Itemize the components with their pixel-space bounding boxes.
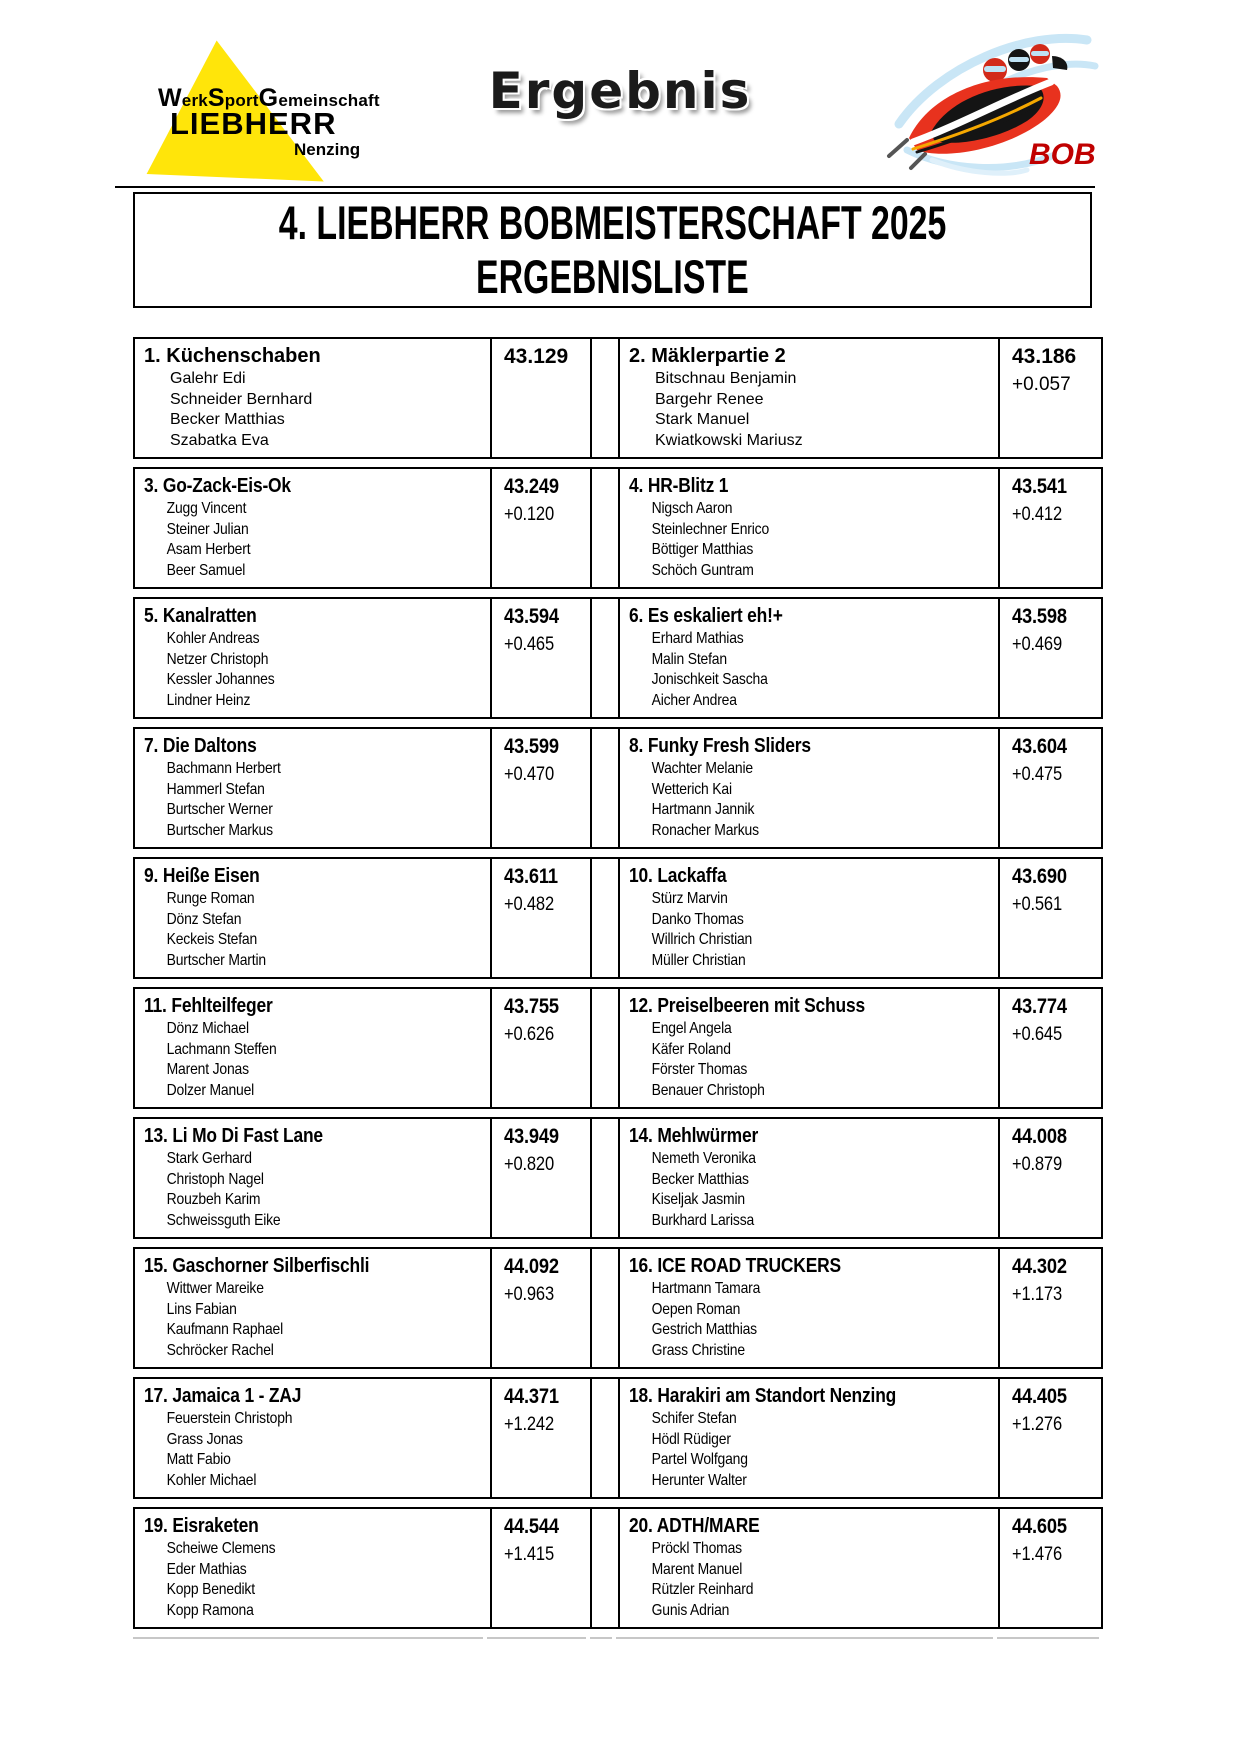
team-rank: 20. — [629, 1515, 653, 1537]
team-time-diff: +0.626 — [504, 1024, 554, 1045]
team-rank: 16. — [629, 1255, 653, 1277]
team-member: Kwiatkowski Mariusz — [655, 431, 803, 449]
team-rank: 18. — [629, 1385, 653, 1407]
team-rank-name — [144, 1253, 442, 1279]
team-name: Küchenschaben — [166, 345, 321, 367]
team-time-diff: +0.561 — [1012, 894, 1062, 915]
team-name: ICE ROAD TRUCKERS — [657, 1255, 841, 1277]
team-time-diff: +1.276 — [1012, 1414, 1062, 1435]
team-time: 44.405 — [1012, 1385, 1067, 1408]
team-time-diff: +0.645 — [1012, 1024, 1062, 1045]
team-time-diff: +0.820 — [504, 1154, 554, 1175]
team-time: 44.544 — [504, 1515, 559, 1538]
team-result-box — [618, 1377, 1103, 1499]
team-time-diff: +0.475 — [1012, 764, 1062, 785]
team-member: Schröcker Rachel — [166, 1341, 274, 1359]
event-title-box — [133, 192, 1092, 308]
team-time-diff: +0.120 — [504, 504, 554, 525]
team-rank: 11. — [144, 995, 167, 1017]
team-member: Beer Samuel — [166, 561, 246, 579]
results-row — [133, 467, 1103, 589]
team-result-box — [133, 987, 592, 1109]
results-row — [133, 857, 1103, 979]
team-names-cell — [135, 1509, 490, 1627]
team-time-diff: +0.469 — [1012, 634, 1062, 655]
bob-label: BOB — [1029, 138, 1096, 171]
team-result-box — [133, 857, 592, 979]
team-rank: 19. — [144, 1515, 168, 1537]
team-rank: 1. — [144, 345, 161, 367]
team-member: Rouzbeh Karim — [166, 1191, 261, 1208]
team-member: Christoph Nagel — [166, 1170, 264, 1188]
team-member: Stark Gerhard — [166, 1150, 252, 1167]
team-member: Käfer Roland — [651, 1040, 731, 1058]
team-name: Mehlwürmer — [657, 1125, 759, 1147]
team-member: Schöch Guntram — [651, 561, 754, 579]
team-name: Mäklerpartie 2 — [651, 345, 786, 367]
team-result-box — [133, 597, 592, 719]
team-names-cell — [620, 599, 998, 717]
team-rank: 3. — [144, 475, 159, 497]
results-row — [133, 1507, 1103, 1629]
team-rank-name — [629, 1123, 947, 1149]
team-result-box — [133, 1247, 592, 1369]
team-rank-name — [144, 1513, 442, 1539]
team-member: Danko Thomas — [651, 910, 744, 928]
team-member: Müller Christian — [651, 951, 746, 969]
team-member: Erhard Mathias — [651, 630, 744, 647]
team-rank-name — [144, 733, 442, 759]
team-names-cell — [620, 859, 998, 977]
team-result-box — [618, 727, 1103, 849]
team-member: Kiseljak Jasmin — [651, 1191, 745, 1208]
results-row — [133, 1377, 1103, 1499]
team-member: Malin Stefan — [651, 650, 727, 668]
team-time-diff: +1.415 — [504, 1544, 554, 1565]
team-member: Steiner Julian — [166, 520, 249, 538]
team-member: Oepen Roman — [651, 1300, 741, 1318]
team-member: Burtscher Werner — [166, 801, 273, 818]
team-member: Aicher Andrea — [651, 691, 737, 709]
team-names-cell — [620, 1509, 998, 1627]
team-member: Wetterich Kai — [651, 780, 732, 798]
team-time-cell — [998, 859, 1101, 977]
team-rank: 6. — [629, 605, 644, 627]
team-rank: 5. — [144, 605, 159, 627]
team-result-box — [618, 987, 1103, 1109]
team-names-cell — [135, 989, 490, 1107]
team-name: Li Mo Di Fast Lane — [172, 1125, 323, 1147]
team-member: Hartmann Jannik — [651, 801, 755, 818]
team-rank-name — [144, 993, 442, 1019]
team-name: Harakiri am Standort Nenzing — [657, 1385, 897, 1407]
team-time-cell — [998, 1509, 1101, 1627]
team-member: Nigsch Aaron — [651, 500, 733, 517]
team-name: Go-Zack-Eis-Ok — [162, 475, 291, 497]
logo-brand-name: LIEBHERR — [170, 106, 337, 141]
team-member: Marent Manuel — [651, 1560, 743, 1578]
team-result-box — [618, 1507, 1103, 1629]
column-spacer — [592, 1377, 618, 1499]
column-spacer — [592, 1247, 618, 1369]
team-time: 43.599 — [504, 735, 559, 758]
team-names-cell — [620, 469, 998, 587]
team-member: Runge Roman — [166, 890, 255, 907]
team-rank: 2. — [629, 345, 646, 367]
team-result-box — [618, 1117, 1103, 1239]
team-time-cell — [998, 469, 1101, 587]
team-rank-name — [144, 863, 442, 889]
team-rank: 17. — [144, 1385, 168, 1407]
team-member: Kopp Benedikt — [166, 1581, 255, 1598]
team-time: 43.774 — [1012, 995, 1067, 1018]
page-title: Ergebnis — [488, 62, 752, 120]
team-time: 43.755 — [504, 995, 559, 1018]
team-time-diff: +0.963 — [504, 1284, 554, 1305]
team-member: Gunis Adrian — [651, 1601, 730, 1619]
team-time: 43.594 — [504, 605, 559, 628]
team-result-box — [133, 1377, 592, 1499]
team-member: Schneider Bernhard — [170, 390, 313, 408]
team-names-cell — [135, 1249, 490, 1367]
team-time: 44.302 — [1012, 1255, 1067, 1278]
results-row — [133, 597, 1103, 719]
team-time-diff: +0.412 — [1012, 504, 1062, 525]
team-name: Die Daltons — [162, 735, 257, 757]
team-member: Marent Jonas — [166, 1061, 249, 1078]
column-spacer — [592, 1117, 618, 1239]
team-member: Burkhard Larissa — [651, 1211, 755, 1229]
team-member: Stürz Marvin — [651, 890, 728, 907]
team-names-cell — [620, 989, 998, 1107]
team-name: Jamaica 1 - ZAJ — [172, 1385, 302, 1407]
team-time-diff: +0.465 — [504, 634, 554, 655]
team-result-box — [618, 1247, 1103, 1369]
team-member: Dolzer Manuel — [166, 1081, 255, 1099]
team-names-cell — [135, 339, 490, 457]
team-member: Szabatka Eva — [170, 431, 269, 449]
team-time-cell — [490, 729, 590, 847]
team-time-cell — [490, 339, 590, 457]
column-spacer — [592, 337, 618, 459]
column-spacer — [592, 597, 618, 719]
team-result-box — [618, 337, 1103, 459]
team-rank-name — [144, 603, 442, 629]
team-member: Kohler Andreas — [166, 630, 260, 647]
team-rank-name — [629, 993, 947, 1019]
team-member: Gestrich Matthias — [651, 1321, 757, 1338]
results-row — [133, 727, 1103, 849]
team-member: Lins Fabian — [166, 1300, 237, 1318]
team-names-cell — [620, 1379, 998, 1497]
team-names-cell — [620, 1119, 998, 1237]
team-time: 44.008 — [1012, 1125, 1067, 1148]
team-rank-name — [629, 473, 947, 499]
team-rank: 14. — [629, 1125, 653, 1147]
team-member: Ronacher Markus — [651, 821, 759, 839]
team-time-cell — [998, 339, 1101, 457]
team-result-box — [618, 597, 1103, 719]
team-member: Becker Matthias — [651, 1170, 749, 1188]
team-member: Grass Christine — [651, 1341, 745, 1359]
team-time: 43.604 — [1012, 735, 1067, 758]
team-result-box — [133, 467, 592, 589]
team-time: 43.129 — [504, 345, 569, 368]
team-result-box — [618, 857, 1103, 979]
team-member: Burtscher Markus — [166, 821, 273, 839]
team-time-cell — [490, 599, 590, 717]
team-time: 43.541 — [1012, 475, 1067, 498]
team-member: Zugg Vincent — [166, 500, 247, 517]
team-names-cell — [620, 729, 998, 847]
team-rank: 13. — [144, 1125, 168, 1147]
team-rank-name — [144, 1123, 442, 1149]
team-rank: 4. — [629, 475, 644, 497]
team-names-cell — [135, 469, 490, 587]
team-time-cell — [998, 599, 1101, 717]
team-member: Galehr Edi — [170, 370, 246, 387]
team-rank-name — [629, 343, 994, 369]
team-rank: 8. — [629, 735, 644, 757]
logo-association-name: WerkSportGemeinschaft — [158, 84, 380, 112]
team-member: Bitschnau Benjamin — [655, 370, 797, 387]
team-member: Kohler Michael — [166, 1471, 257, 1489]
results-row — [133, 337, 1103, 459]
team-member: Wachter Melanie — [651, 760, 753, 777]
column-spacer — [592, 857, 618, 979]
page-header — [0, 0, 1240, 186]
team-member: Becker Matthias — [170, 411, 285, 428]
wsg-liebherr-logo — [126, 36, 416, 188]
team-member: Partel Wolfgang — [651, 1451, 748, 1468]
team-name: Kanalratten — [162, 605, 257, 627]
team-names-cell — [135, 1379, 490, 1497]
team-name: Funky Fresh Sliders — [647, 735, 811, 757]
results-row — [133, 987, 1103, 1109]
team-name: ADTH/MARE — [656, 1515, 760, 1537]
column-spacer — [592, 467, 618, 589]
team-member: Dönz Stefan — [166, 910, 242, 928]
team-rank: 12. — [629, 995, 653, 1017]
event-title: 4. LIEBHERR BOBMEISTERSCHAFT 2025 — [278, 196, 947, 249]
team-result-box — [133, 1507, 592, 1629]
team-time: 43.611 — [504, 865, 558, 888]
team-time: 43.186 — [1012, 345, 1077, 368]
results-row — [133, 1117, 1103, 1239]
team-time-diff: +0.470 — [504, 764, 554, 785]
results-grid — [133, 337, 1103, 1629]
team-time-cell — [998, 729, 1101, 847]
team-member: Dönz Michael — [166, 1020, 249, 1037]
team-member: Stark Manuel — [655, 411, 750, 428]
team-rank-name — [629, 1253, 947, 1279]
team-name: Preiselbeeren mit Schuss — [657, 995, 865, 1017]
team-time: 43.949 — [504, 1125, 559, 1148]
team-time-cell — [998, 1249, 1101, 1367]
team-time: 44.092 — [504, 1255, 559, 1278]
team-rank-name — [629, 1513, 947, 1539]
team-member: Netzer Christoph — [166, 650, 269, 668]
team-time-cell — [490, 859, 590, 977]
team-member: Matt Fabio — [166, 1451, 231, 1468]
next-row-preview — [133, 1637, 1103, 1642]
team-name: Eisraketen — [172, 1515, 259, 1537]
team-name: Fehlteilfeger — [171, 995, 273, 1017]
team-member: Hartmann Tamara — [651, 1280, 761, 1297]
team-time-diff: +1.242 — [504, 1414, 554, 1435]
team-rank-name — [144, 1383, 442, 1409]
team-member: Hammerl Stefan — [166, 780, 265, 798]
team-names-cell — [135, 729, 490, 847]
team-member: Nemeth Veronika — [651, 1150, 756, 1167]
team-name: Lackaffa — [657, 865, 727, 887]
team-names-cell — [620, 339, 998, 457]
team-time-diff: +0.879 — [1012, 1154, 1062, 1175]
bobsled-icon — [877, 28, 1102, 180]
team-time-cell — [490, 989, 590, 1107]
team-rank: 7. — [144, 735, 159, 757]
team-member: Förster Thomas — [651, 1061, 748, 1078]
team-time-diff: +1.173 — [1012, 1284, 1062, 1305]
team-rank-name — [144, 473, 442, 499]
team-member: Hödl Rüdiger — [651, 1430, 731, 1448]
team-result-box — [133, 727, 592, 849]
team-names-cell — [135, 599, 490, 717]
logo-location: Nenzing — [294, 140, 361, 159]
team-member: Bachmann Herbert — [166, 760, 281, 777]
team-time-cell — [490, 1249, 590, 1367]
team-member: Pröckl Thomas — [651, 1540, 742, 1557]
team-member: Kopp Ramona — [166, 1601, 254, 1619]
team-member: Eder Mathias — [166, 1560, 247, 1578]
team-member: Grass Jonas — [166, 1430, 243, 1448]
team-time-diff: +1.476 — [1012, 1544, 1062, 1565]
team-member: Lindner Heinz — [166, 691, 251, 709]
team-member: Feuerstein Christoph — [166, 1410, 293, 1427]
team-name: HR-Blitz 1 — [647, 475, 729, 497]
team-time: 43.598 — [1012, 605, 1067, 628]
team-time-cell — [490, 1119, 590, 1237]
event-subtitle: ERGEBNISLISTE — [476, 250, 749, 303]
bobsled-graphic — [877, 28, 1102, 180]
team-time-diff: +0.482 — [504, 894, 554, 915]
team-member: Wittwer Mareike — [166, 1280, 264, 1297]
team-time-cell — [998, 989, 1101, 1107]
team-time-diff: +0.057 — [1012, 374, 1071, 395]
team-rank: 9. — [144, 865, 159, 887]
team-time-cell — [998, 1119, 1101, 1237]
team-names-cell — [135, 1119, 490, 1237]
team-time: 44.605 — [1012, 1515, 1067, 1538]
team-member: Keckeis Stefan — [166, 931, 258, 948]
team-rank-name — [144, 343, 486, 369]
team-member: Kessler Johannes — [166, 671, 275, 688]
column-spacer — [592, 727, 618, 849]
team-names-cell — [620, 1249, 998, 1367]
team-rank: 10. — [629, 865, 653, 887]
team-member: Böttiger Matthias — [651, 541, 754, 558]
team-member: Rützler Reinhard — [651, 1581, 754, 1598]
team-member: Schifer Stefan — [651, 1410, 737, 1427]
team-member: Burtscher Martin — [166, 951, 266, 969]
team-name: Heiße Eisen — [162, 865, 260, 887]
team-time-cell — [490, 469, 590, 587]
team-member: Scheiwe Clemens — [166, 1540, 276, 1557]
team-time: 43.690 — [1012, 865, 1067, 888]
team-member: Lachmann Steffen — [166, 1040, 277, 1058]
team-time-cell — [490, 1509, 590, 1627]
column-spacer — [592, 1507, 618, 1629]
team-time: 43.249 — [504, 475, 559, 498]
team-rank-name — [629, 1383, 947, 1409]
team-member: Herunter Walter — [651, 1471, 747, 1489]
column-spacer — [592, 987, 618, 1109]
team-member: Bargehr Renee — [655, 390, 764, 408]
results-row — [133, 1247, 1103, 1369]
team-name: Gaschorner Silberfischli — [172, 1255, 370, 1277]
team-name: Es eskaliert eh!+ — [647, 605, 783, 627]
team-member: Engel Angela — [651, 1020, 732, 1037]
team-names-cell — [135, 859, 490, 977]
team-rank-name — [629, 603, 947, 629]
team-time-cell — [998, 1379, 1101, 1497]
team-member: Kaufmann Raphael — [166, 1321, 284, 1338]
team-rank: 15. — [144, 1255, 168, 1277]
team-rank-name — [629, 863, 947, 889]
team-member: Benauer Christoph — [651, 1081, 765, 1099]
team-member: Asam Herbert — [166, 541, 251, 558]
team-result-box — [133, 337, 592, 459]
team-time-cell — [490, 1379, 590, 1497]
team-result-box — [133, 1117, 592, 1239]
team-rank-name — [629, 733, 947, 759]
team-member: Schweissguth Eike — [166, 1211, 281, 1229]
team-member: Willrich Christian — [651, 931, 753, 948]
team-member: Jonischkeit Sascha — [651, 671, 768, 688]
team-time: 44.371 — [504, 1385, 559, 1408]
team-member: Steinlechner Enrico — [651, 520, 770, 538]
team-result-box — [618, 467, 1103, 589]
